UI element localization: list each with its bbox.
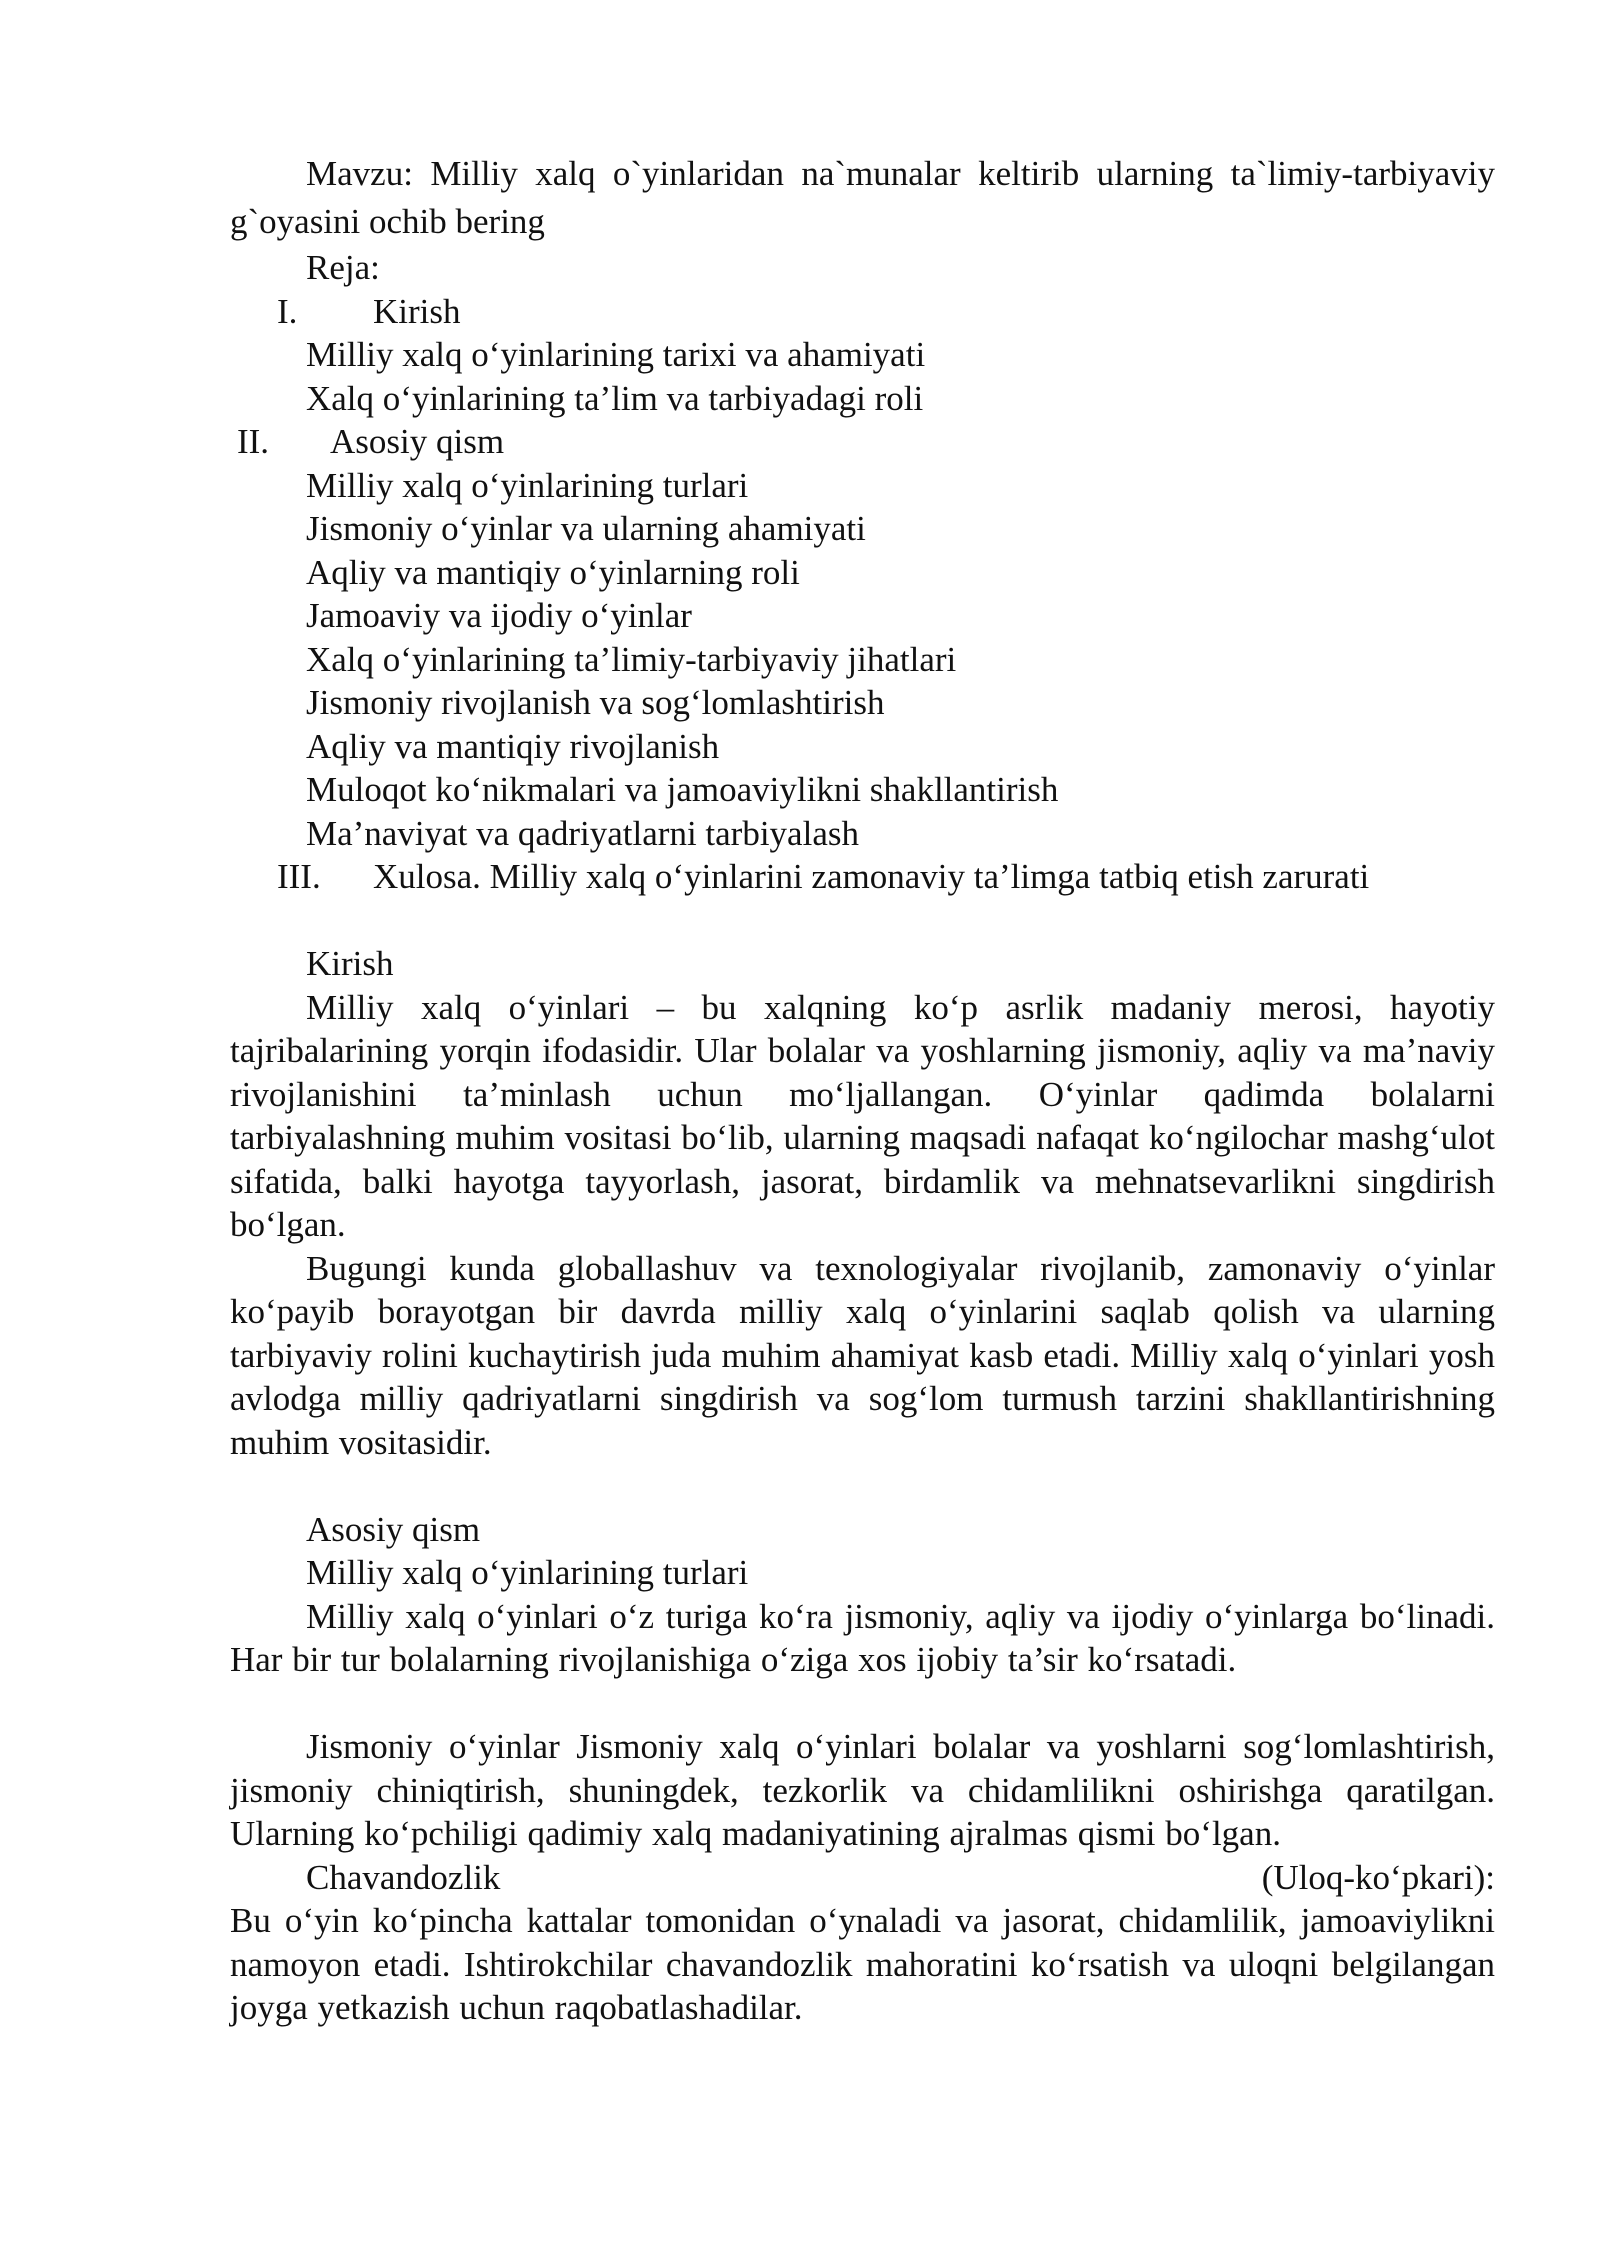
- plan-item: Aqliy va mantiqiy rivojlanish: [306, 726, 720, 766]
- plan-item: Muloqot ko‘nikmalari va jamoaviylikni shakllantirish: [306, 770, 1059, 809]
- main-paragraph-3: Bu o‘yin ko‘pincha kattalar tomonidan o‘ynaladi va jasorat, chidamlilik, jamoaviylikni namoyon etadi. Ishtirokchilar chavandozlik mahoratini ko‘rsatish va uloqni belgilangan joyga yetkazish uchun raqobatlashadilar.: [230, 1901, 1495, 2027]
- plan-part-1: [230, 290, 1495, 334]
- section-heading-main: Asosiy qism: [306, 1509, 481, 1549]
- intro-paragraph-1: Milliy xalq o‘yinlari – bu xalqning ko‘p asrlik madaniy merosi, hayotiy tajribalarining yorqin ifodasidir. Ular bolalar va yoshlarning jismoniy, aqliy va ma’naviy rivojlanishini ta’minlash uchun mo‘ljallangan. O‘yinlar qadimda bolalarni tarbiyalashning muhim vositasi bo‘lib, ularning maqsadi nafaqat ko‘ngilochar mashg‘ulot sifatida, balki hayotga tayyorlash, jasorat, birdamlik va mehnatsevarlikni singdirish bo‘lgan.: [230, 987, 1495, 1244]
- plan-item: Xalq o‘yinlarining ta’lim va tarbiyadagi roli: [306, 378, 924, 418]
- plan-item: Jismoniy o‘yinlar va ularning ahamiyati: [306, 509, 866, 548]
- plan-item: Ma’naviyat va qadriyatlarni tarbiyalash: [306, 813, 859, 853]
- plan-item: Milliy xalq o‘yinlarining turlari: [306, 465, 749, 505]
- plan-part-1-number: I.: [277, 291, 298, 331]
- intro-paragraph-2: Bugungi kunda globallashuv va texnologiyalar rivojlanib, zamonaviy o‘yinlar ko‘payib borayotgan bir davrda milliy xalq o‘yinlarini saqlab qolish va ularning tarbiyaviy rolini kuchaytirish juda muhim ahamiyat kasb etadi. Milliy xalq o‘yinlari yosh avlodga milliy qadriyatlarni singdirish va sog‘lom turmush tarzini shakllantirishning muhim vositasidir.: [230, 1248, 1495, 1462]
- plan-part-3-number: III.: [277, 857, 321, 896]
- spacer: [230, 1464, 1495, 1508]
- spacer: [230, 1682, 1495, 1726]
- document-page: [230, 150, 1495, 2030]
- spacer: [230, 899, 1495, 943]
- plan-part-1-label: Kirish: [373, 291, 461, 331]
- plan-part-3-label: Xulosa. Milliy xalq o‘yinlarini zamonaviy ta’limga tatbiq etish zarurati: [373, 857, 1370, 896]
- plan-item: Xalq o‘yinlarining ta’limiy-tarbiyaviy jihatlari: [306, 639, 957, 679]
- main-paragraph-2: Jismoniy o‘yinlar Jismoniy xalq o‘yinlari bolalar va yoshlarni sog‘lomlashtirish, jismoniy chiniqtirish, shuningdek, tezkorlik va chidamlilikni oshirishga qaratilgan. Ularning ko‘pchiligi qadimiy xalq madaniyatining ajralmas qismi bo‘lgan.: [230, 1727, 1495, 1853]
- plan-item: Aqliy va mantiqiy o‘yinlarning roli: [306, 552, 800, 592]
- plan-item: Jismoniy rivojlanish va sog‘lomlashtirish: [306, 683, 885, 722]
- plan-heading: Reja:: [306, 248, 380, 287]
- plan-part-3: [230, 855, 1495, 899]
- game-alt-name: (Uloq-ko‘pkari):: [1261, 1857, 1495, 1897]
- section-subheading: Milliy xalq o‘yinlarining turlari: [306, 1553, 749, 1592]
- game-title-line: [230, 1856, 1495, 1900]
- plan-item: Milliy xalq o‘yinlarining tarixi va ahamiyati: [306, 335, 926, 374]
- plan-part-2-number: II.: [237, 422, 270, 461]
- document-title: Mavzu: Milliy xalq o`yinlaridan na`munalar keltirib ularning ta`limiy-tarbiyaviy g`oyasini ochib bering: [230, 154, 1495, 241]
- main-paragraph-1: Milliy xalq o‘yinlari o‘z turiga ko‘ra jismoniy, aqliy va ijodiy o‘yinlarga bo‘linadi. Har bir tur bolalarning rivojlanishiga o‘ziga xos ijobiy ta’sir ko‘rsatadi.: [230, 1596, 1495, 1679]
- plan-part-2-label: Asosiy qism: [330, 422, 505, 461]
- plan-item: Jamoaviy va ijodiy o‘yinlar: [306, 596, 692, 635]
- section-heading-intro: Kirish: [306, 944, 394, 983]
- game-name: Chavandozlik: [306, 1857, 501, 1897]
- plan-part-2: [230, 420, 1495, 464]
